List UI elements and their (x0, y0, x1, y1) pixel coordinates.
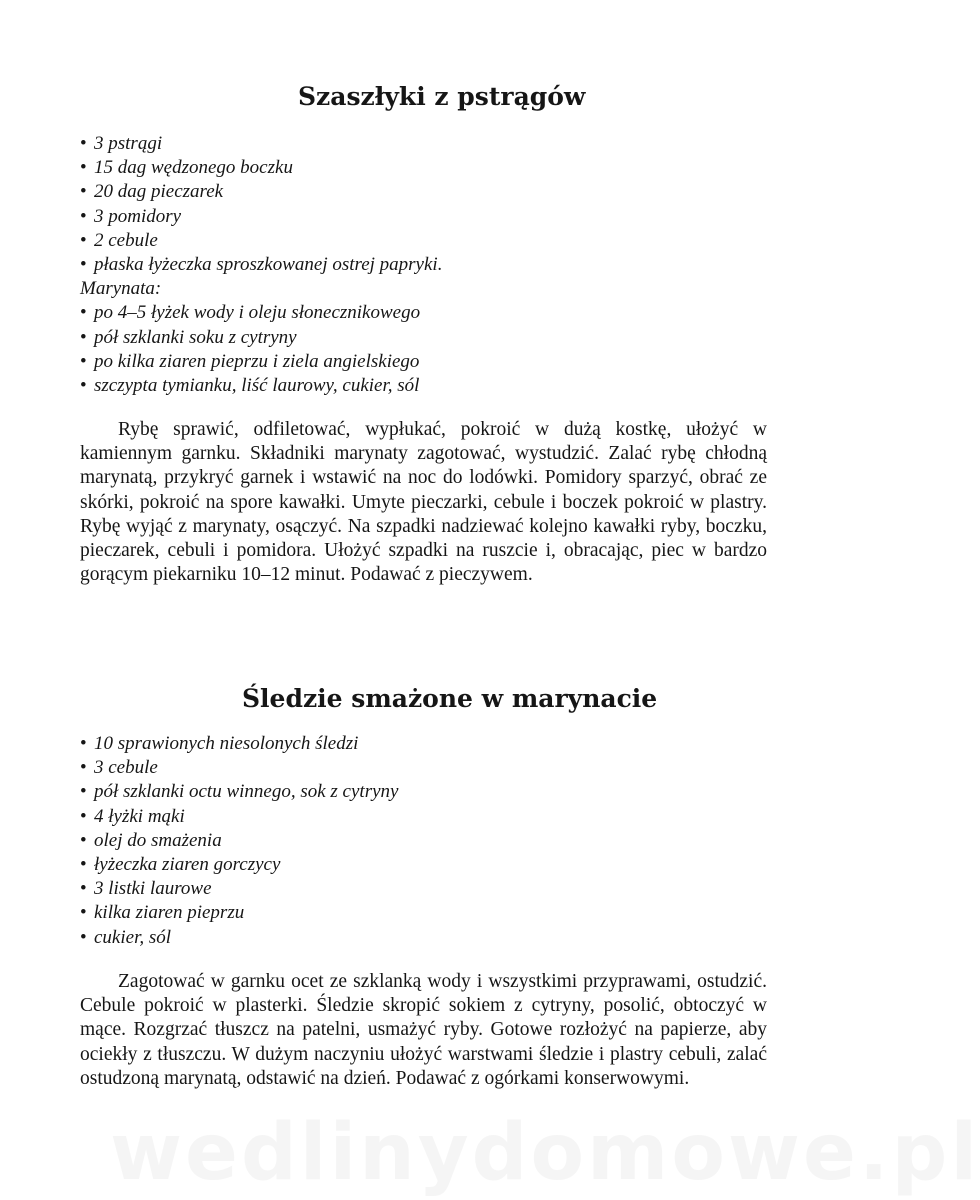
list-item: • 3 pomidory (80, 205, 442, 229)
bullet-icon: • (80, 350, 87, 372)
list-item: • szczypta tymianku, liść laurowy, cukier, sól (80, 374, 442, 398)
list-item: • kilka ziaren pieprzu (80, 901, 398, 925)
list-item: • 20 dag pieczarek (80, 180, 442, 204)
list-item: • 10 sprawionych niesolonych śledzi (80, 732, 398, 756)
instructions-herring: Zagotować w garnku ocet ze szklanką wody i wszystkimi przyprawami, ostudzić. Cebule pokroić w plasterki. Śledzie skropić sokiem z cytryny, posolić, obtoczyć w mące. Rozgrzać tłuszcz na patelni, usmażyć ryby. Gotowe rozłożyć na papierze, aby ociekły z tłuszczu. W dużym naczyniu ułożyć warstwami śledzie i plastry cebuli, zalać ostudzoną marynatą, odstawić na dzień. Podawać z ogórkami konserwowymi. (80, 971, 767, 1089)
list-item: • 4 łyżki mąki (80, 805, 398, 829)
recipe-title-fried-herring: Śledzie smażone w marynacie (242, 684, 658, 713)
bullet-icon: • (80, 205, 87, 227)
bullet-icon: • (80, 157, 87, 179)
bullet-icon: • (80, 181, 87, 203)
list-item: • pół szklanki octu winnego, sok z cytryny (80, 780, 398, 804)
bullet-icon: • (80, 326, 87, 348)
bullet-icon: • (80, 133, 87, 154)
bullet-icon: • (80, 253, 87, 275)
marinade-label: Marynata: (80, 278, 162, 300)
bullet-icon: • (80, 781, 87, 803)
watermark: wedlinydomowe.pl (110, 1108, 980, 1198)
list-item: • 3 pstrągi (80, 132, 442, 156)
bullet-icon: • (80, 926, 87, 948)
list-item: • 3 cebule (80, 756, 398, 780)
bullet-icon: • (80, 374, 87, 396)
bullet-icon: • (80, 302, 87, 324)
recipe-title-trout-skewers: Szaszłyki z pstrągów (298, 82, 586, 111)
list-item: • olej do smażenia (80, 829, 398, 853)
list-item: • po kilka ziaren pieprzu i ziela angielskiego (80, 350, 442, 374)
instructions-trout: Rybę sprawić, odfiletować, wypłukać, pokroić w dużą kostkę, ułożyć w kamiennym garnku. Składniki marynaty zagotować, wystudzić. Zalać rybę chłodną marynatą, przykryć garnek i wstawić na noc do lodówki. Pomidory sparzyć, obrać ze skórki, pokroić na spore kawałki. Umyte pieczarki, cebule i boczek pokroić w plastry. Rybę wyjąć z marynaty, osączyć. Na szpadki nadziewać kolejno kawałki ryby, boczku, pieczarek, cebuli i pomidora. Ułożyć szpadki na ruszcie i, obracając, piec w bardzo gorącym piekarniku 10–12 minut. Podawać z pieczywem. (80, 419, 767, 586)
list-item: • 15 dag wędzonego boczku (80, 156, 442, 180)
list-item: • pół szklanki soku z cytryny (80, 326, 442, 350)
list-item: • 3 listki laurowe (80, 877, 398, 901)
list-item: • płaska łyżeczka sproszkowanej ostrej papryki. (80, 253, 442, 277)
bullet-icon: • (80, 733, 87, 754)
list-item: • cukier, sól (80, 926, 398, 950)
bullet-icon: • (80, 829, 87, 851)
bullet-icon: • (80, 853, 87, 875)
ingredient-list-herring (80, 732, 398, 950)
bullet-icon: • (80, 805, 87, 827)
bullet-icon: • (80, 229, 87, 251)
bullet-icon: • (80, 757, 87, 779)
ingredient-list-trout (80, 132, 442, 398)
list-item: • 2 cebule (80, 229, 442, 253)
bullet-icon: • (80, 878, 87, 900)
list-item: • po 4–5 łyżek wody i oleju słonecznikowego (80, 301, 442, 325)
bullet-icon: • (80, 902, 87, 924)
list-item: • łyżeczka ziaren gorczycy (80, 853, 398, 877)
